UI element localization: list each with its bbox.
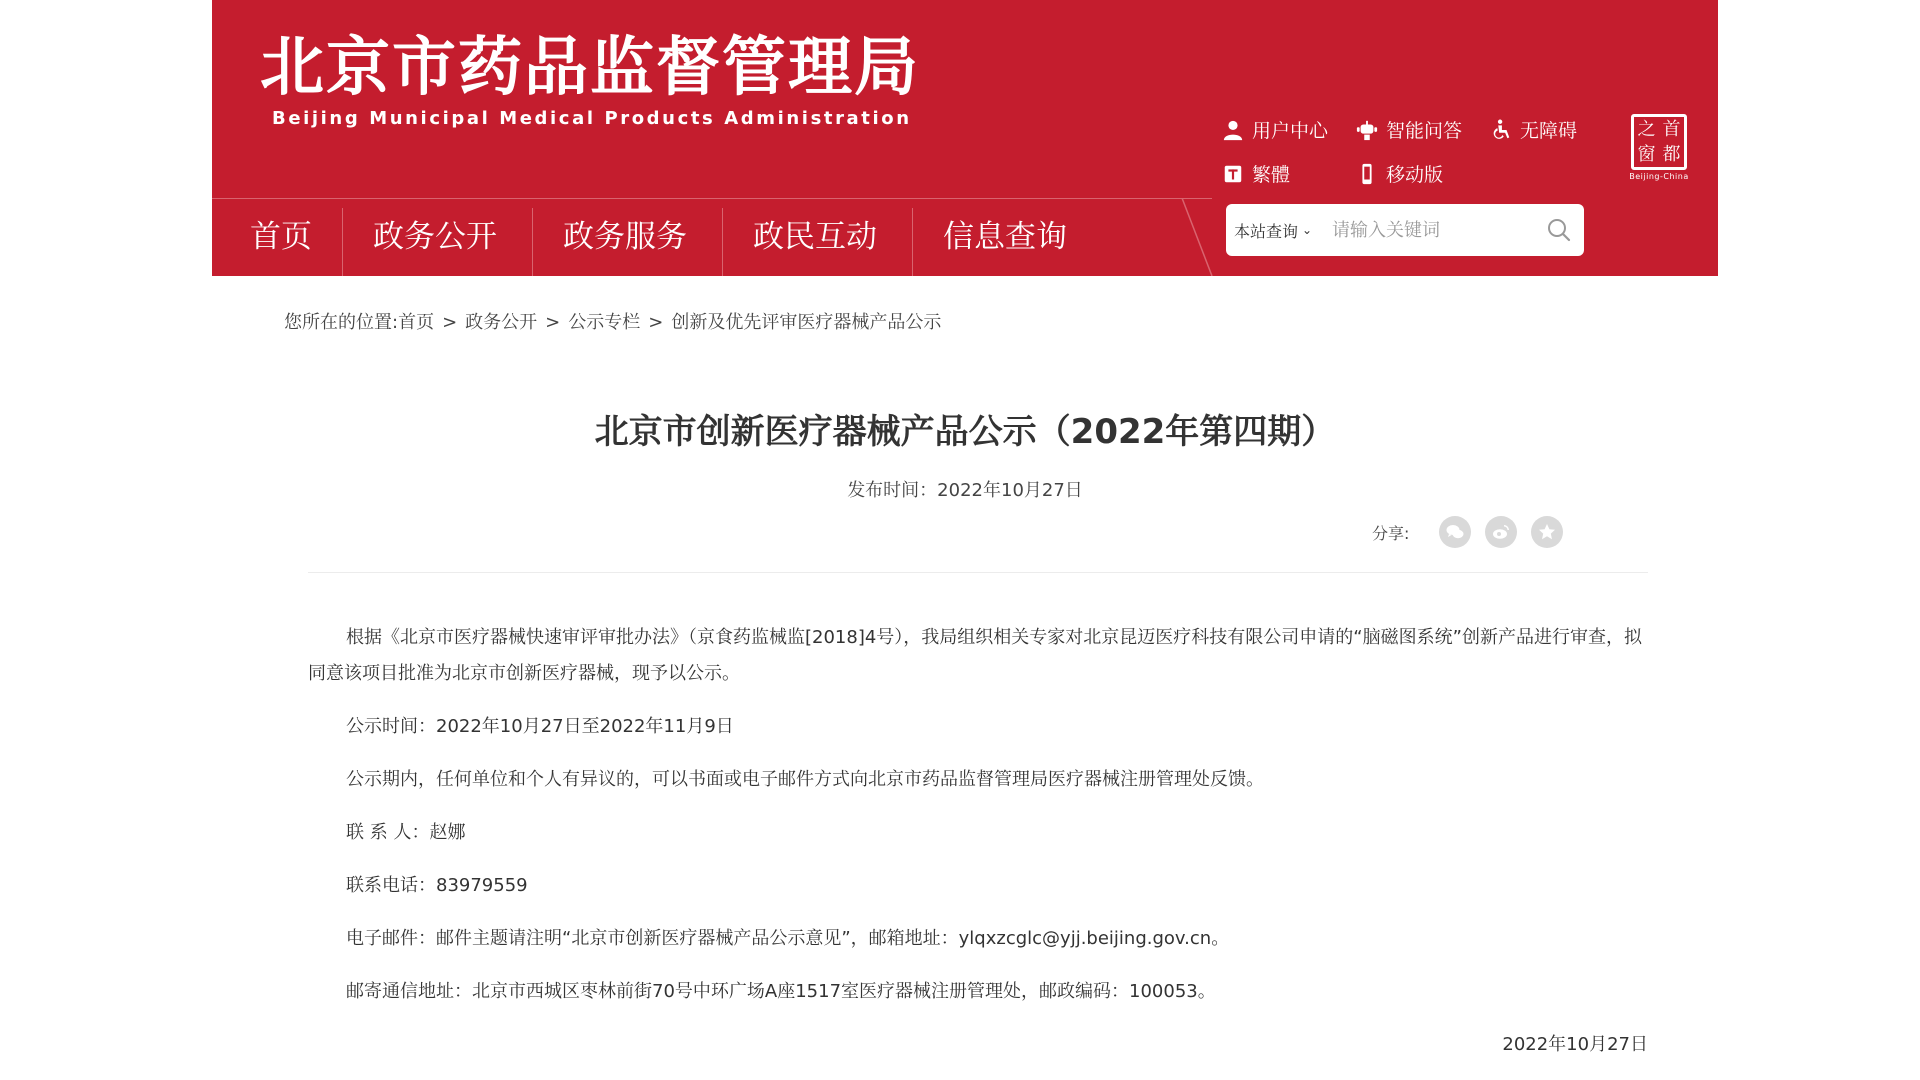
seal-char: 窗 <box>1637 143 1656 165</box>
seal-char: 都 <box>1662 143 1681 165</box>
robot-icon <box>1356 119 1378 141</box>
breadcrumb-separator: > <box>545 312 561 333</box>
nav-item-info-query[interactable]: 信息查询 <box>943 219 1067 255</box>
breadcrumb-notice-column[interactable]: 公示专栏 <box>568 312 641 333</box>
article-divider <box>308 572 1648 573</box>
seal-logo <box>1631 114 1687 170</box>
breadcrumb-government-affairs[interactable]: 政务公开 <box>465 312 538 333</box>
mobile-version-link[interactable] <box>1356 160 1443 187</box>
share-label: 分享: <box>1372 523 1410 543</box>
site-logo-subtitle: Beijing Municipal Medical Products Administration <box>272 108 912 129</box>
article-paragraph: 邮寄通信地址：北京市西城区枣林前街70号中环广场A座1517室医疗器械注册管理处，邮政编码：100053。 <box>346 981 1216 1002</box>
weibo-icon <box>1491 522 1511 542</box>
share-weibo-button[interactable] <box>1485 516 1517 548</box>
article-paragraph: 公示期内，任何单位和个人有异议的，可以书面或电子邮件方式向北京市药品监督管理局医疗器械注册管理处反馈。 <box>346 769 1264 790</box>
share-wechat-button[interactable] <box>1439 516 1471 548</box>
nav-item-government-services[interactable]: 政务服务 <box>563 219 687 255</box>
breadcrumb-home[interactable]: 首页 <box>398 312 435 333</box>
breadcrumb-prefix: 您所在的位置: <box>284 312 399 333</box>
article-sign-date: 2022年10月27日 <box>1502 1034 1648 1055</box>
site-search <box>1226 204 1584 256</box>
seal-char: 之 <box>1637 118 1656 140</box>
search-input[interactable] <box>1326 220 1538 241</box>
article-paragraph: 根据《北京市医疗器械快速审评审批办法》（京食药监械监[2018]4号），我局组织相关专家对北京昆迈医疗科技有限公司申请的“脑磁图系统”创新产品进行审查，拟同意该项目批准为北京市创新医疗器械，现予以公示。 <box>308 627 1642 684</box>
user-icon <box>1222 119 1244 141</box>
search-scope-select[interactable] <box>1226 219 1326 242</box>
site-header <box>212 0 1718 276</box>
user-center-label: 用户中心 <box>1252 120 1329 142</box>
breadcrumb-separator: > <box>442 312 458 333</box>
accessibility-label: 无障碍 <box>1520 120 1578 142</box>
article-paragraph: 联 系 人：赵娜 <box>346 822 466 843</box>
nav-slant-divider <box>1172 198 1232 276</box>
seal-caption: Beijing-China <box>1629 172 1689 181</box>
article-body <box>308 620 1648 1027</box>
smart-qa-label: 智能问答 <box>1386 120 1463 142</box>
breadcrumb <box>284 308 941 334</box>
accessibility-icon <box>1490 119 1512 141</box>
nav-separator <box>722 208 723 276</box>
article-title: 北京市创新医疗器械产品公示（2022年第四期） <box>594 412 1336 452</box>
nav-item-home[interactable]: 首页 <box>250 219 312 255</box>
page <box>212 0 1718 1080</box>
article-publish-date: 发布时间：2022年10月27日 <box>847 480 1083 501</box>
traditional-chinese-label: 繁體 <box>1252 164 1291 186</box>
chevron-down-icon: ⌄ <box>1302 223 1313 237</box>
traditional-chinese-icon <box>1222 163 1244 185</box>
mobile-icon <box>1356 163 1378 185</box>
seal-char: 首 <box>1662 118 1681 140</box>
user-center-link[interactable] <box>1222 116 1328 143</box>
share-favorite-button[interactable] <box>1531 516 1563 548</box>
search-scope-label: 本站查询 <box>1234 221 1299 241</box>
breadcrumb-separator: > <box>648 312 664 333</box>
nav-separator <box>532 208 533 276</box>
accessibility-link[interactable] <box>1490 116 1577 143</box>
wechat-icon <box>1445 522 1465 542</box>
nav-separator <box>342 208 343 276</box>
share-bar <box>1372 516 1577 548</box>
mobile-version-label: 移动版 <box>1386 164 1444 186</box>
nav-separator <box>912 208 913 276</box>
article-paragraph: 联系电话：83979559 <box>346 875 528 896</box>
article-paragraph: 电子邮件：邮件主题请注明“北京市创新医疗器械产品公示意见”，邮箱地址：ylqxzcglc@yjj.beijing.gov.cn。 <box>346 928 1230 949</box>
smart-qa-link[interactable] <box>1356 116 1462 143</box>
capital-window-seal[interactable] <box>1628 114 1690 184</box>
breadcrumb-current-section[interactable]: 创新及优先评审医疗器械产品公示 <box>671 312 942 333</box>
traditional-chinese-link[interactable] <box>1222 160 1290 187</box>
favorite-icon <box>1537 522 1557 542</box>
nav-item-interaction[interactable]: 政民互动 <box>753 219 877 255</box>
nav-item-government-affairs[interactable]: 政务公开 <box>373 219 497 255</box>
search-icon[interactable] <box>1546 217 1572 243</box>
article-paragraph: 公示时间：2022年10月27日至2022年11月9日 <box>346 716 734 737</box>
site-logo-title[interactable]: 北京市药品监督管理局 <box>260 31 920 105</box>
